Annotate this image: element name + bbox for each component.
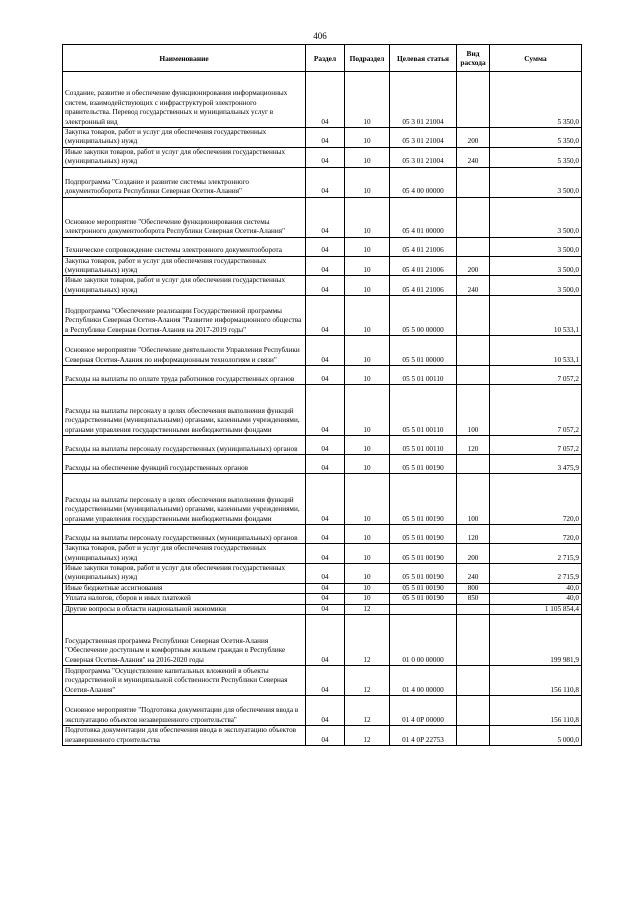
cell-sum: 10 533,1 (490, 296, 582, 336)
cell-target: 01 4 00 00000 (390, 666, 457, 696)
cell-razdel: 04 (306, 696, 345, 726)
cell-target: 05 5 01 00190 (390, 455, 457, 474)
cell-sum: 156 110,8 (490, 666, 582, 696)
table-row (63, 276, 582, 296)
table-row (63, 256, 582, 276)
cell-razdel: 04 (306, 276, 345, 296)
cell-sum: 5 350,0 (490, 128, 582, 148)
cell-target: 05 4 01 00000 (390, 197, 457, 237)
cell-podrazdel: 10 (345, 197, 390, 237)
cell-name: Иные бюджетные ассигнования (63, 583, 306, 593)
cell-vid: 240 (457, 276, 490, 296)
table-row (63, 474, 582, 525)
cell-target: 05 5 01 00000 (390, 336, 457, 366)
cell-sum: 156 110,8 (490, 696, 582, 726)
cell-target: 01 4 0Р 22753 (390, 726, 457, 746)
cell-sum: 10 533,1 (490, 336, 582, 366)
cell-vid (457, 615, 490, 666)
cell-razdel: 04 (306, 564, 345, 584)
table-row (63, 604, 582, 614)
cell-podrazdel: 10 (345, 147, 390, 167)
cell-vid (457, 604, 490, 614)
cell-sum: 720,0 (490, 525, 582, 544)
cell-podrazdel: 12 (345, 604, 390, 614)
cell-vid (457, 296, 490, 336)
cell-target: 05 3 01 21004 (390, 72, 457, 128)
cell-razdel: 04 (306, 72, 345, 128)
column-header-razdel: Раздел (306, 45, 345, 72)
cell-razdel: 04 (306, 128, 345, 148)
table-row (63, 128, 582, 148)
cell-name: Государственная программа Республики Северная Осетия-Алания "Обеспечение доступным и комфортным жильем граждан в Республике Северная Осетия-Алания" на 2016-2020 годы (63, 615, 306, 666)
cell-target: 05 5 00 00000 (390, 296, 457, 336)
cell-target: 05 5 01 00190 (390, 564, 457, 584)
cell-name: Закупка товаров, работ и услуг для обеспечения государственных (муниципальных) нужд (63, 128, 306, 148)
cell-razdel: 04 (306, 436, 345, 455)
cell-podrazdel: 10 (345, 296, 390, 336)
column-header-vid: Вид расхода (457, 45, 490, 72)
cell-podrazdel: 12 (345, 696, 390, 726)
cell-razdel: 04 (306, 147, 345, 167)
cell-target: 05 5 01 00190 (390, 525, 457, 544)
cell-vid (457, 666, 490, 696)
table-row (63, 564, 582, 584)
cell-vid (457, 167, 490, 197)
cell-razdel: 04 (306, 336, 345, 366)
cell-razdel: 04 (306, 366, 345, 385)
cell-sum: 3 475,9 (490, 455, 582, 474)
cell-razdel: 04 (306, 594, 345, 604)
table-row (63, 366, 582, 385)
cell-podrazdel: 10 (345, 594, 390, 604)
cell-name: Расходы на выплаты персоналу государственных (муниципальных) органов (63, 525, 306, 544)
cell-name: Подпрограмма "Создание и развитие системы электронного документооборота Республики Северная Осетия-Алания" (63, 167, 306, 197)
cell-podrazdel: 10 (345, 436, 390, 455)
cell-target: 05 5 01 00190 (390, 583, 457, 593)
cell-sum: 3 500,0 (490, 197, 582, 237)
cell-name: Расходы на обеспечение функций государственных органов (63, 455, 306, 474)
cell-razdel: 04 (306, 726, 345, 746)
cell-vid: 200 (457, 256, 490, 276)
cell-razdel: 04 (306, 296, 345, 336)
cell-name: Создание, развитие и обеспечение функционирования информационных систем, взаимодействующих с инфраструктурой электронного правительства. Перевод государственных и муниципальных услуг в электронный вид (63, 72, 306, 128)
cell-sum: 2 715,9 (490, 564, 582, 584)
cell-sum: 3 500,0 (490, 276, 582, 296)
cell-podrazdel: 10 (345, 385, 390, 436)
cell-target: 01 4 0Р 00000 (390, 696, 457, 726)
cell-name: Основное мероприятие "Обеспечение деятельности Управления Республики Северная Осетия-Алания по информационным технологиям и связи" (63, 336, 306, 366)
cell-razdel: 04 (306, 455, 345, 474)
cell-target: 05 4 01 21006 (390, 256, 457, 276)
cell-sum: 7 057,2 (490, 366, 582, 385)
cell-name: Расходы на выплаты персоналу в целях обеспечения выполнения функций государственными (муниципальными) органами, казенными учреждениями, органами управления государственными внебюджетными фондами (63, 474, 306, 525)
cell-razdel: 04 (306, 604, 345, 614)
cell-razdel: 04 (306, 474, 345, 525)
budget-table (62, 44, 582, 746)
cell-sum: 7 057,2 (490, 385, 582, 436)
cell-podrazdel: 10 (345, 167, 390, 197)
cell-target: 05 4 00 00000 (390, 167, 457, 197)
cell-target: 05 5 01 00190 (390, 474, 457, 525)
cell-name: Закупка товаров, работ и услуг для обеспечения государственных (муниципальных) нужд (63, 544, 306, 564)
cell-razdel: 04 (306, 544, 345, 564)
cell-sum: 5 000,0 (490, 726, 582, 746)
table-row (63, 296, 582, 336)
table-row (63, 436, 582, 455)
cell-podrazdel: 10 (345, 237, 390, 256)
cell-sum: 40,0 (490, 594, 582, 604)
cell-sum: 7 057,2 (490, 436, 582, 455)
page-number: 406 (313, 31, 327, 41)
cell-vid: 240 (457, 147, 490, 167)
cell-podrazdel: 10 (345, 474, 390, 525)
cell-target: 05 5 01 00190 (390, 544, 457, 564)
table-row (63, 72, 582, 128)
cell-razdel: 04 (306, 385, 345, 436)
cell-name: Иные закупки товаров, работ и услуг для обеспечения государственных (муниципальных) нужд (63, 276, 306, 296)
cell-podrazdel: 10 (345, 583, 390, 593)
cell-vid (457, 366, 490, 385)
cell-vid: 850 (457, 594, 490, 604)
cell-vid: 120 (457, 525, 490, 544)
table-body (63, 72, 582, 746)
table-row (63, 583, 582, 593)
cell-podrazdel: 12 (345, 726, 390, 746)
cell-target: 05 3 01 21004 (390, 147, 457, 167)
cell-vid: 120 (457, 436, 490, 455)
cell-razdel: 04 (306, 237, 345, 256)
cell-vid: 100 (457, 385, 490, 436)
cell-target: 01 0 00 00000 (390, 615, 457, 666)
cell-name: Расходы на выплаты по оплате труда работников государственных органов (63, 366, 306, 385)
cell-sum: 720,0 (490, 474, 582, 525)
cell-sum: 5 350,0 (490, 72, 582, 128)
cell-podrazdel: 10 (345, 336, 390, 366)
cell-name: Основное мероприятие "Обеспечение функционирования системы электронного документооборота Республики Северная Осетия-Алания" (63, 197, 306, 237)
table-row (63, 594, 582, 604)
cell-name: Подпрограмма "Осуществление капитальных вложений в объекты государственной и муниципальной собственности Республики Северная Осетия-Алания" (63, 666, 306, 696)
cell-podrazdel: 12 (345, 615, 390, 666)
cell-podrazdel: 10 (345, 256, 390, 276)
cell-target: 05 5 01 00110 (390, 385, 457, 436)
cell-name: Подпрограмма "Обеспечение реализации Государственной программы Республики Северная Осетия-Алания "Развитие информационного общества в Республике Северная Осетия-Алания на 2017-2019 годы" (63, 296, 306, 336)
cell-name: Закупка товаров, работ и услуг для обеспечения государственных (муниципальных) нужд (63, 256, 306, 276)
cell-razdel: 04 (306, 167, 345, 197)
cell-podrazdel: 10 (345, 128, 390, 148)
column-header-sum: Сумма (490, 45, 582, 72)
cell-podrazdel: 10 (345, 366, 390, 385)
cell-podrazdel: 10 (345, 276, 390, 296)
cell-target: 05 5 01 00110 (390, 436, 457, 455)
table-row (63, 696, 582, 726)
cell-sum: 5 350,0 (490, 147, 582, 167)
cell-name: Уплата налогов, сборов и иных платежей (63, 594, 306, 604)
cell-vid: 240 (457, 564, 490, 584)
table-row (63, 726, 582, 746)
cell-target: 05 4 01 21006 (390, 237, 457, 256)
cell-target: 05 3 01 21004 (390, 128, 457, 148)
cell-name: Иные закупки товаров, работ и услуг для обеспечения государственных (муниципальных) нужд (63, 564, 306, 584)
cell-podrazdel: 10 (345, 544, 390, 564)
table-row (63, 167, 582, 197)
cell-sum: 199 981,9 (490, 615, 582, 666)
cell-podrazdel: 10 (345, 525, 390, 544)
cell-vid (457, 197, 490, 237)
column-header-target: Целевая статья (390, 45, 457, 72)
cell-vid (457, 336, 490, 366)
cell-vid: 100 (457, 474, 490, 525)
table-header-row (63, 45, 582, 72)
cell-razdel: 04 (306, 256, 345, 276)
cell-razdel: 04 (306, 615, 345, 666)
cell-sum: 1 105 854,4 (490, 604, 582, 614)
table-row (63, 385, 582, 436)
cell-vid (457, 696, 490, 726)
cell-sum: 40,0 (490, 583, 582, 593)
cell-target (390, 604, 457, 614)
cell-name: Расходы на выплаты персоналу в целях обеспечения выполнения функций государственными (муниципальными) органами, казенными учреждениями, органами управления государственными внебюджетными фондами (63, 385, 306, 436)
cell-name: Расходы на выплаты персоналу государственных (муниципальных) органов (63, 436, 306, 455)
column-header-name: Наименование (63, 45, 306, 72)
cell-vid (457, 726, 490, 746)
cell-name: Другие вопросы в области национальной экономики (63, 604, 306, 614)
table-row (63, 237, 582, 256)
table-row (63, 147, 582, 167)
table-row (63, 336, 582, 366)
cell-podrazdel: 10 (345, 564, 390, 584)
cell-sum: 3 500,0 (490, 167, 582, 197)
cell-sum: 3 500,0 (490, 256, 582, 276)
table-row (63, 544, 582, 564)
cell-vid (457, 237, 490, 256)
cell-razdel: 04 (306, 525, 345, 544)
cell-sum: 3 500,0 (490, 237, 582, 256)
column-header-podrazdel: Подраздел (345, 45, 390, 72)
cell-razdel: 04 (306, 197, 345, 237)
cell-target: 05 5 01 00190 (390, 594, 457, 604)
cell-vid (457, 72, 490, 128)
cell-podrazdel: 12 (345, 666, 390, 696)
cell-vid: 200 (457, 544, 490, 564)
cell-name: Иные закупки товаров, работ и услуг для обеспечения государственных (муниципальных) нужд (63, 147, 306, 167)
table-row (63, 525, 582, 544)
cell-podrazdel: 10 (345, 72, 390, 128)
cell-target: 05 5 01 00110 (390, 366, 457, 385)
cell-name: Основное мероприятие "Подготовка документации для обеспечения ввода в эксплуатацию объектов незавершенного строительства" (63, 696, 306, 726)
table-row (63, 197, 582, 237)
cell-podrazdel: 10 (345, 455, 390, 474)
cell-vid: 800 (457, 583, 490, 593)
cell-vid (457, 455, 490, 474)
cell-razdel: 04 (306, 666, 345, 696)
cell-sum: 2 715,9 (490, 544, 582, 564)
table-row (63, 455, 582, 474)
cell-razdel: 04 (306, 583, 345, 593)
cell-name: Подготовка документации для обеспечения ввода в эксплуатацию объектов незавершенного строительства (63, 726, 306, 746)
cell-target: 05 4 01 21006 (390, 276, 457, 296)
cell-name: Техническое сопровождение системы электронного документооборота (63, 237, 306, 256)
table-row (63, 615, 582, 666)
table-row (63, 666, 582, 696)
cell-vid: 200 (457, 128, 490, 148)
